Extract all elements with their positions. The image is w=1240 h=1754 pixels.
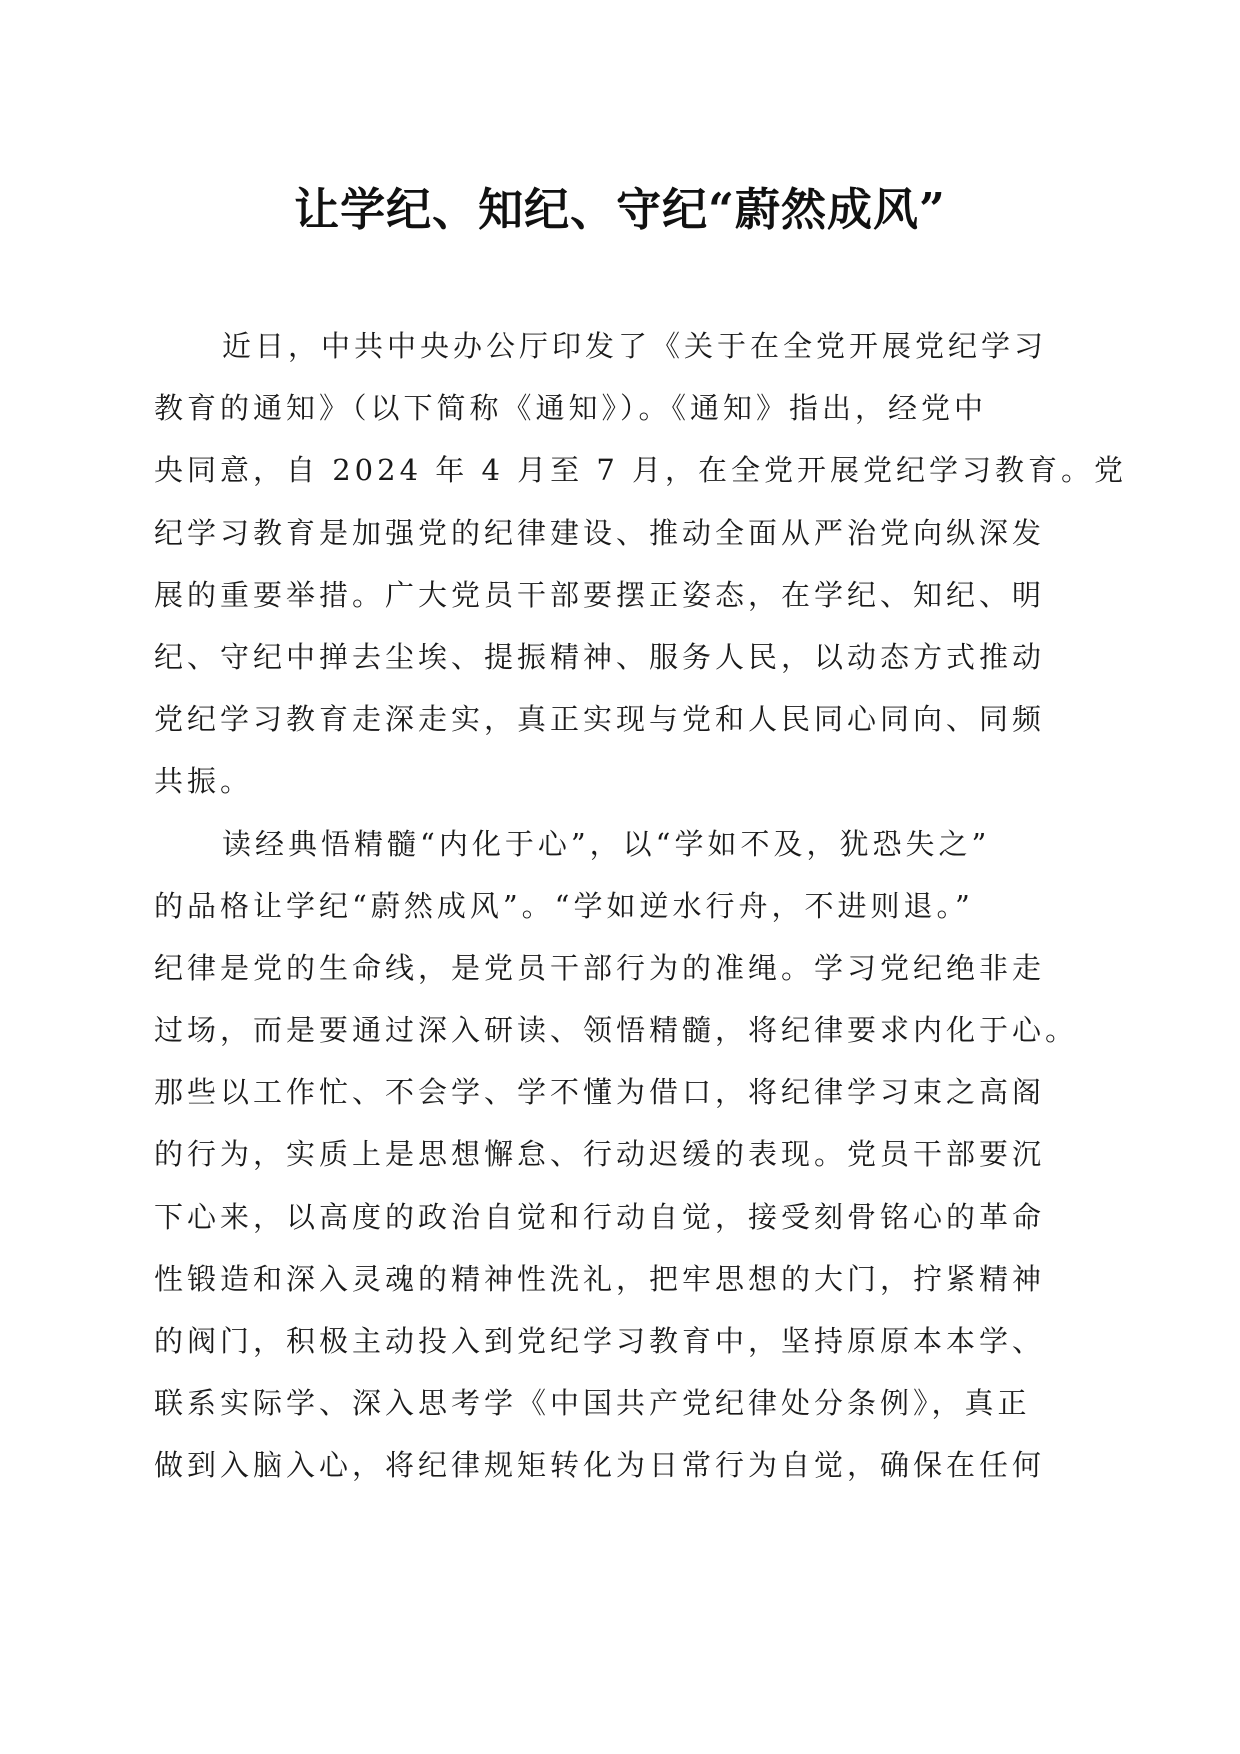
- text-line: 纪、守纪中掸去尘埃、提振精神、服务人民，以动态方式推动: [154, 639, 1046, 674]
- text-line: 做到入脑入心，将纪律规矩转化为日常行为自觉，确保在任何: [154, 1448, 1046, 1483]
- text-line: 共振。: [154, 764, 254, 799]
- text-line: 性锻造和深入灵魂的精神性洗礼，把牢思想的大门，拧紧精神: [154, 1261, 1046, 1296]
- text-line: 党纪学习教育走深走实，真正实现与党和人民同心同向、同频: [154, 702, 1046, 737]
- text-line: 的行为，实质上是思想懈怠、行动迟缓的表现。党员干部要沉: [154, 1137, 1046, 1172]
- text-line: 那些以工作忙、不会学、学不懂为借口，将纪律学习束之高阁: [154, 1075, 1046, 1110]
- text-line: 下心来，以高度的政治自觉和行动自觉，接受刻骨铭心的革命: [154, 1199, 1046, 1234]
- text-line: 的阀门，积极主动投入到党纪学习教育中，坚持原原本本学、: [154, 1324, 1046, 1358]
- text-line: 读经典悟精髓“内化于心”，以“学如不及，犹恐失之”: [222, 826, 991, 861]
- text-line: 纪学习教育是加强党的纪律建设、推动全面从严治党向纵深发: [154, 515, 1046, 550]
- text-line: 央同意，自 2024 年 4 月至 7 月，在全党开展党纪学习教育。党: [154, 453, 1128, 488]
- text-line: 的品格让学纪“蔚然成风”。“学如逆水行舟，不进则退。”: [154, 888, 974, 923]
- paragraph-2: [154, 813, 1094, 1497]
- text-line: 过场，而是要通过深入研读、领悟精髓，将纪律要求内化于心。: [154, 1013, 1079, 1048]
- text-line: 纪律是党的生命线，是党员干部行为的准绳。学习党纪绝非走: [154, 950, 1046, 985]
- text-line: 联系实际学、深入思考学《中国共产党纪律处分条例》，真正: [154, 1386, 1031, 1421]
- text-line: 展的重要举措。广大党员干部要摆正姿态，在学纪、知纪、明: [154, 577, 1046, 612]
- paragraph-1: [154, 315, 1128, 813]
- text-line: 教育的通知》（以下简称《通知》）。《通知》指出，经党中: [154, 391, 988, 426]
- document-title: 让学纪、知纪、守纪“蔚然成风”: [294, 183, 946, 236]
- text-line: 近日，中共中央办公厅印发了《关于在全党开展党纪学习: [222, 329, 1048, 363]
- document-body: [154, 315, 1128, 1497]
